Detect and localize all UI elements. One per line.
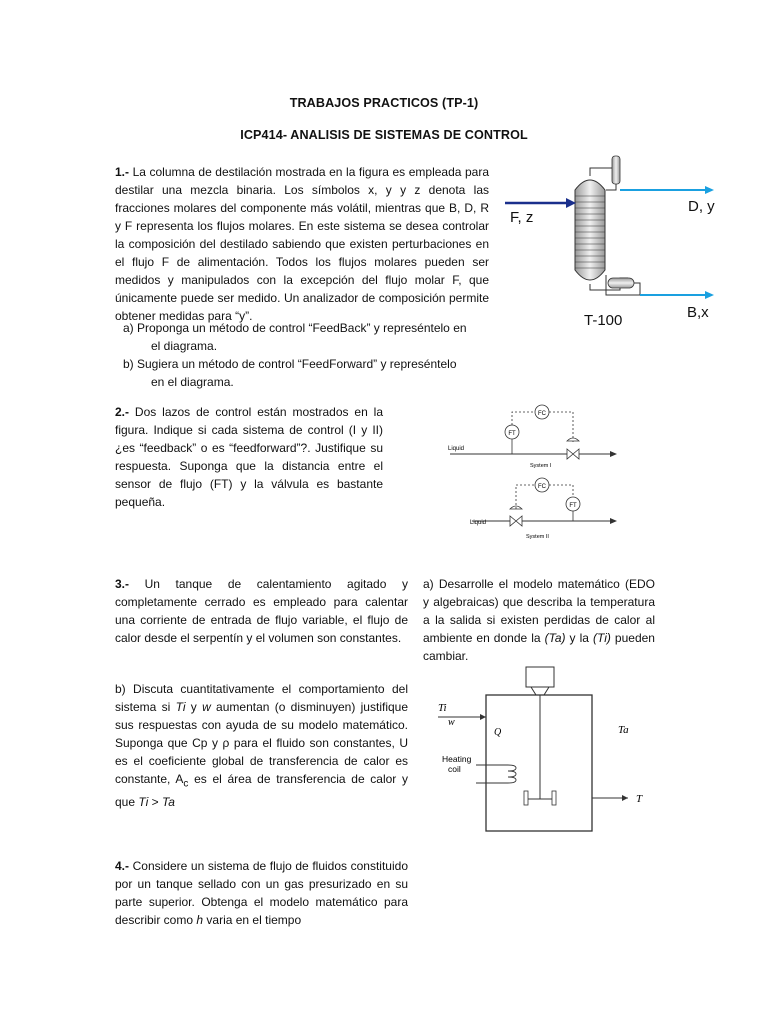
problem-3-number: 3.-: [115, 577, 130, 591]
w-variable: w: [202, 700, 211, 714]
t-label: T: [636, 793, 643, 805]
system-1-caption: System I: [530, 463, 552, 469]
subscript-c: c: [183, 778, 189, 790]
feed-label: F, z: [510, 209, 534, 226]
problem-3-part-a: [423, 575, 655, 665]
ti-variable-b: Ti: [175, 700, 186, 714]
distillation-column-diagram: [500, 150, 730, 345]
system-2-fc-label: FC: [538, 484, 546, 490]
problem-1-item-a-cont: el diagrama.: [151, 339, 218, 353]
q-label: Q: [494, 727, 502, 738]
conjunction-y: y: [190, 700, 197, 714]
ta-variable: (Ta): [544, 631, 566, 645]
tank-wall: [486, 695, 592, 831]
problem-1-items: [123, 319, 493, 391]
problem-3-part-a-mid: y la: [569, 631, 589, 645]
ti-label: Ti: [438, 702, 447, 714]
column-body: [575, 180, 605, 280]
problem-3-text: [115, 575, 408, 647]
control-loops-diagram: [440, 397, 640, 545]
column-label: T-100: [584, 312, 623, 329]
problem-2-number: 2.-: [115, 405, 130, 419]
heating-coil-label-1: Heating: [442, 754, 472, 764]
system-2-caption: System II: [526, 534, 549, 540]
system-2-ft-label: FT: [569, 503, 577, 509]
problem-1-body: La columna de destilación mostrada en la figura es empleada para destilar una mezcla binaria. Los símbolos x, y y z denota las fracciones molares del componente más volátil, mientras que B, D, R y F representa los flujos molares. En este sistema se desea controlar la composición del destilado sabiendo que existen perturbaciones en el flujo F de alimentación. Todos los flujos molares pueden ser medidos y manipulados con la excepción del flujo molar F, que únicamente puede ser medido. Un analizador de composición permite obtener medidas para “y”.: [115, 165, 489, 323]
heating-coil-label-2: coil: [448, 764, 461, 774]
outlet-arrow: [592, 795, 628, 801]
inlet-arrow: [438, 714, 486, 720]
problem-1-item-b: b) Sugiera un método de control “FeedForward” y represéntelo: [123, 357, 457, 371]
problem-3-part-b-text-1: b) Discuta cuantitativamente el comportamiento del sistema si: [115, 682, 408, 714]
w-label: w: [448, 717, 455, 728]
page-title: TRABAJOS PRACTICOS (TP-1): [289, 96, 479, 110]
motor: [526, 667, 554, 695]
system-1-liquid-label: Liquid: [448, 446, 465, 452]
problem-1-number: 1.-: [115, 165, 130, 179]
problem-1-item-b-cont: en el diagrama.: [151, 375, 234, 389]
problem-3-part-b-text-3: es el área de transferencia de calor y que: [115, 772, 408, 810]
course-title: ICP414- ANALISIS DE SISTEMAS DE CONTROL: [240, 128, 528, 142]
system-1-fc-label: FC: [538, 411, 546, 417]
ta-variable-b: Ta: [161, 795, 175, 810]
problem-3-body: Un tanque de calentamiento agitado y completamente cerrado es empleado para calentar una corriente de entrada de flujo variable, el flujo de calor desde el serpentín y el volumen son constantes.: [115, 577, 408, 645]
system-1-ft-label: FT: [508, 431, 516, 437]
distillate-stream-arrow: [620, 186, 714, 194]
problem-3-part-b: [115, 680, 408, 811]
feed-stream-arrow: [505, 198, 576, 208]
ta-label: Ta: [618, 724, 629, 736]
problem-1-text: [115, 163, 489, 325]
problem-3-part-b-text-2: aumentan (o disminuyen) justifique sus respuestas con ayuda de su modelo matemático. Suponga que Cp y ρ para el fluido son constantes, U es el coeficiente global de transferencia de calor es constante, A: [115, 700, 408, 786]
bottoms-stream-arrow: [640, 291, 714, 299]
problem-4-body: Considere un sistema de flujo de fluidos constituido por un tanque sellado con un gas presurizado en su parte superior. Obtenga el modelo matemático para describir como: [115, 859, 408, 927]
ti-variable-c: Ti: [138, 795, 149, 810]
problem-4-body-end: varia en el tiempo: [206, 913, 302, 927]
problem-2-body: Dos lazos de control están mostrados en la figura. Indique si cada sistema de control (I y II) ¿es “feedback” o es “feedforward”?. Justifique su respuesta. Suponga que la distancia entre el sensor de flujo (FT) y la válvula es bastante pequeña.: [115, 405, 383, 509]
system-2-liquid-label: Liquid: [470, 520, 487, 526]
problem-3-part-a-text: a) Desarrolle el modelo matemático (EDO y algebraicas) que describa la temperatura a la salida si existen perdidas de calor al ambiente en donde la: [423, 577, 655, 645]
problem-3-part-a-end: pueden cambiar.: [423, 631, 655, 663]
ti-variable: (Ti): [592, 631, 611, 645]
distillate-label: D, y: [688, 198, 715, 215]
problem-2-text: [115, 403, 383, 511]
system-1-loop: [448, 405, 617, 469]
problem-4-number: 4.-: [115, 859, 130, 873]
greater-than-sign: >: [151, 795, 159, 810]
h-variable: h: [196, 913, 204, 927]
bottoms-label: B,x: [687, 304, 709, 321]
stirred-tank-diagram: [428, 665, 650, 855]
system-2-loop: [470, 478, 617, 540]
problem-4-text: [115, 857, 408, 929]
problem-1-item-a: a) Proponga un método de control “FeedBack” y represéntelo en: [123, 321, 467, 335]
